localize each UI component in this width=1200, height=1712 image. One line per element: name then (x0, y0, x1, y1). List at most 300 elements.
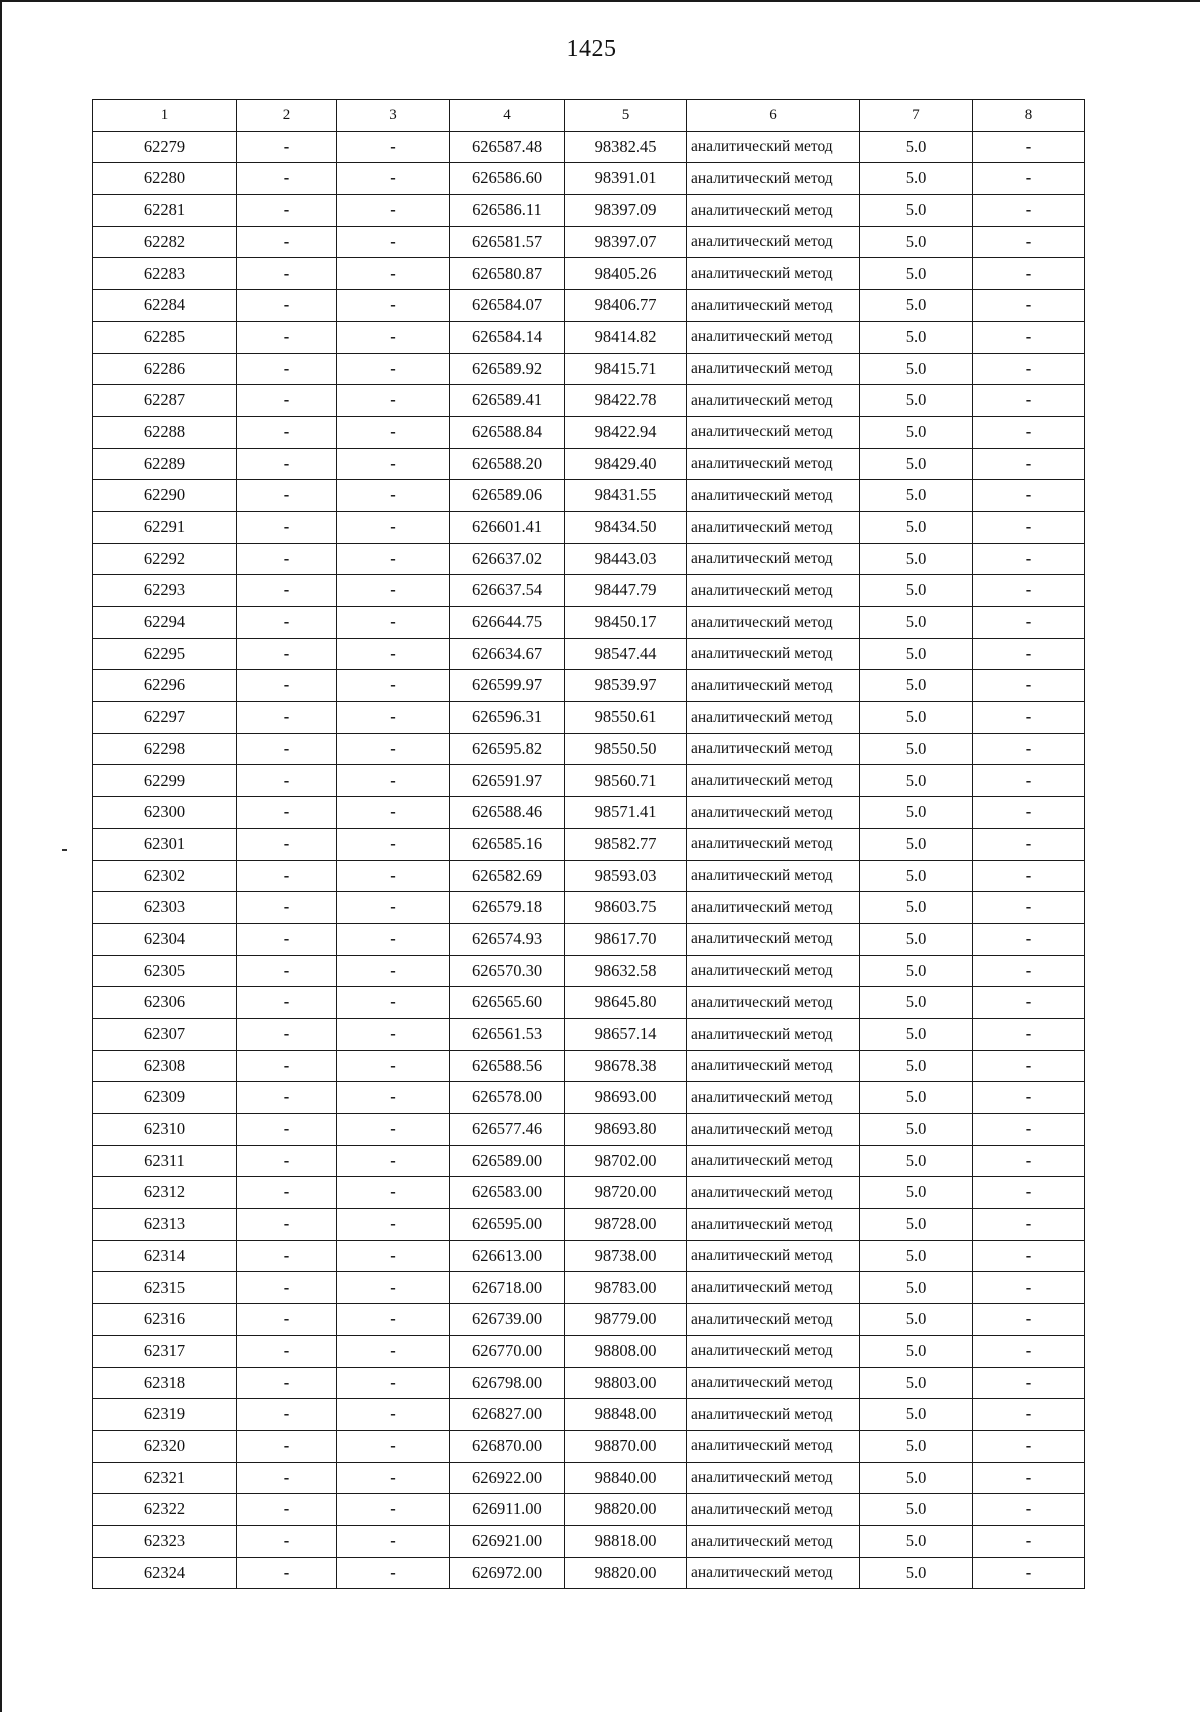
cell-col-2-value: - (237, 860, 337, 892)
cell-col-3-value: - (337, 1145, 450, 1177)
cell-col-2-value: - (237, 1145, 337, 1177)
cell-accuracy: 5.0 (860, 1018, 973, 1050)
header-col-7: 7 (860, 100, 973, 132)
cell-col-3-value: - (337, 892, 450, 924)
cell-x-coordinate: 626718.00 (450, 1272, 565, 1304)
cell-accuracy: 5.0 (860, 1082, 973, 1114)
cell-point-number: 62305 (93, 955, 237, 987)
cell-point-number: 62298 (93, 733, 237, 765)
cell-x-coordinate: 626574.93 (450, 923, 565, 955)
cell-method: аналитический метод (687, 1272, 860, 1304)
cell-col-8-value: - (973, 290, 1085, 322)
cell-col-2-value: - (237, 290, 337, 322)
cell-col-8-value: - (973, 575, 1085, 607)
cell-point-number: 62308 (93, 1050, 237, 1082)
cell-method: аналитический метод (687, 416, 860, 448)
cell-col-3-value: - (337, 385, 450, 417)
cell-col-8-value: - (973, 353, 1085, 385)
coordinates-table (92, 99, 1085, 1589)
cell-col-3-value: - (337, 797, 450, 829)
cell-method: аналитический метод (687, 321, 860, 353)
cell-col-8-value: - (973, 1399, 1085, 1431)
table-row (93, 923, 1085, 955)
table-row (93, 987, 1085, 1019)
cell-method: аналитический метод (687, 1367, 860, 1399)
cell-x-coordinate: 626644.75 (450, 607, 565, 639)
cell-col-3-value: - (337, 1177, 450, 1209)
cell-col-8-value: - (973, 828, 1085, 860)
table-row (93, 353, 1085, 385)
cell-point-number: 62281 (93, 195, 237, 227)
cell-point-number: 62289 (93, 448, 237, 480)
cell-col-3-value: - (337, 987, 450, 1019)
cell-col-8-value: - (973, 1272, 1085, 1304)
cell-x-coordinate: 626570.30 (450, 955, 565, 987)
cell-x-coordinate: 626579.18 (450, 892, 565, 924)
cell-y-coordinate: 98406.77 (565, 290, 687, 322)
cell-point-number: 62316 (93, 1304, 237, 1336)
table-row (93, 797, 1085, 829)
cell-col-2-value: - (237, 448, 337, 480)
table-header (93, 100, 1085, 132)
cell-y-coordinate: 98693.80 (565, 1114, 687, 1146)
cell-y-coordinate: 98870.00 (565, 1430, 687, 1462)
cell-col-8-value: - (973, 765, 1085, 797)
cell-accuracy: 5.0 (860, 797, 973, 829)
cell-x-coordinate: 626585.16 (450, 828, 565, 860)
cell-accuracy: 5.0 (860, 670, 973, 702)
coordinates-table-wrapper (92, 99, 1085, 1589)
header-col-8: 8 (973, 100, 1085, 132)
cell-y-coordinate: 98405.26 (565, 258, 687, 290)
cell-col-2-value: - (237, 226, 337, 258)
cell-accuracy: 5.0 (860, 1050, 973, 1082)
table-row (93, 1272, 1085, 1304)
cell-x-coordinate: 626827.00 (450, 1399, 565, 1431)
cell-col-3-value: - (337, 226, 450, 258)
cell-method: аналитический метод (687, 607, 860, 639)
cell-col-2-value: - (237, 702, 337, 734)
cell-col-2-value: - (237, 828, 337, 860)
header-col-5: 5 (565, 100, 687, 132)
table-row (93, 1525, 1085, 1557)
cell-x-coordinate: 626613.00 (450, 1240, 565, 1272)
cell-method: аналитический метод (687, 290, 860, 322)
cell-col-8-value: - (973, 448, 1085, 480)
cell-col-2-value: - (237, 1525, 337, 1557)
table-row (93, 1304, 1085, 1336)
cell-col-8-value: - (973, 987, 1085, 1019)
cell-col-2-value: - (237, 670, 337, 702)
cell-col-2-value: - (237, 258, 337, 290)
table-row (93, 575, 1085, 607)
cell-method: аналитический метод (687, 448, 860, 480)
cell-x-coordinate: 626634.67 (450, 638, 565, 670)
cell-point-number: 62292 (93, 543, 237, 575)
cell-point-number: 62304 (93, 923, 237, 955)
cell-y-coordinate: 98779.00 (565, 1304, 687, 1336)
cell-col-2-value: - (237, 575, 337, 607)
cell-method: аналитический метод (687, 353, 860, 385)
cell-col-3-value: - (337, 1557, 450, 1589)
cell-accuracy: 5.0 (860, 702, 973, 734)
cell-point-number: 62286 (93, 353, 237, 385)
table-row (93, 1050, 1085, 1082)
header-row (93, 100, 1085, 132)
cell-col-2-value: - (237, 1335, 337, 1367)
cell-point-number: 62324 (93, 1557, 237, 1589)
cell-method: аналитический метод (687, 1557, 860, 1589)
cell-col-8-value: - (973, 1018, 1085, 1050)
cell-y-coordinate: 98391.01 (565, 163, 687, 195)
cell-col-3-value: - (337, 195, 450, 227)
cell-col-2-value: - (237, 955, 337, 987)
cell-y-coordinate: 98447.79 (565, 575, 687, 607)
table-row (93, 670, 1085, 702)
cell-x-coordinate: 626586.11 (450, 195, 565, 227)
table-row (93, 1494, 1085, 1526)
cell-method: аналитический метод (687, 385, 860, 417)
cell-point-number: 62322 (93, 1494, 237, 1526)
cell-point-number: 62280 (93, 163, 237, 195)
cell-method: аналитический метод (687, 1399, 860, 1431)
cell-y-coordinate: 98593.03 (565, 860, 687, 892)
cell-accuracy: 5.0 (860, 385, 973, 417)
cell-accuracy: 5.0 (860, 258, 973, 290)
cell-accuracy: 5.0 (860, 290, 973, 322)
cell-col-8-value: - (973, 923, 1085, 955)
table-row (93, 638, 1085, 670)
table-row (93, 1082, 1085, 1114)
cell-x-coordinate: 626581.57 (450, 226, 565, 258)
cell-col-2-value: - (237, 1272, 337, 1304)
cell-col-3-value: - (337, 1114, 450, 1146)
cell-accuracy: 5.0 (860, 163, 973, 195)
cell-accuracy: 5.0 (860, 1462, 973, 1494)
cell-col-2-value: - (237, 733, 337, 765)
cell-col-2-value: - (237, 1082, 337, 1114)
cell-col-8-value: - (973, 1367, 1085, 1399)
cell-x-coordinate: 626595.00 (450, 1209, 565, 1241)
cell-accuracy: 5.0 (860, 765, 973, 797)
cell-y-coordinate: 98397.07 (565, 226, 687, 258)
cell-point-number: 62284 (93, 290, 237, 322)
cell-col-2-value: - (237, 638, 337, 670)
table-row (93, 1018, 1085, 1050)
cell-x-coordinate: 626589.06 (450, 480, 565, 512)
cell-point-number: 62310 (93, 1114, 237, 1146)
table-row (93, 163, 1085, 195)
cell-x-coordinate: 626588.56 (450, 1050, 565, 1082)
cell-y-coordinate: 98539.97 (565, 670, 687, 702)
cell-x-coordinate: 626586.60 (450, 163, 565, 195)
cell-col-2-value: - (237, 385, 337, 417)
cell-col-8-value: - (973, 1525, 1085, 1557)
cell-x-coordinate: 626588.46 (450, 797, 565, 829)
cell-x-coordinate: 626599.97 (450, 670, 565, 702)
cell-col-3-value: - (337, 258, 450, 290)
cell-point-number: 62288 (93, 416, 237, 448)
cell-method: аналитический метод (687, 1082, 860, 1114)
cell-x-coordinate: 626588.84 (450, 416, 565, 448)
cell-method: аналитический метод (687, 702, 860, 734)
cell-accuracy: 5.0 (860, 1335, 973, 1367)
cell-method: аналитический метод (687, 1240, 860, 1272)
cell-col-3-value: - (337, 353, 450, 385)
cell-col-2-value: - (237, 195, 337, 227)
cell-y-coordinate: 98450.17 (565, 607, 687, 639)
cell-y-coordinate: 98738.00 (565, 1240, 687, 1272)
cell-accuracy: 5.0 (860, 1209, 973, 1241)
cell-y-coordinate: 98431.55 (565, 480, 687, 512)
cell-method: аналитический метод (687, 733, 860, 765)
header-col-6: 6 (687, 100, 860, 132)
cell-col-2-value: - (237, 1557, 337, 1589)
cell-accuracy: 5.0 (860, 1145, 973, 1177)
cell-x-coordinate: 626584.07 (450, 290, 565, 322)
cell-point-number: 62320 (93, 1430, 237, 1462)
cell-x-coordinate: 626596.31 (450, 702, 565, 734)
cell-col-3-value: - (337, 860, 450, 892)
cell-accuracy: 5.0 (860, 1367, 973, 1399)
cell-x-coordinate: 626588.20 (450, 448, 565, 480)
cell-col-3-value: - (337, 163, 450, 195)
cell-accuracy: 5.0 (860, 226, 973, 258)
cell-method: аналитический метод (687, 1209, 860, 1241)
cell-point-number: 62279 (93, 131, 237, 163)
cell-method: аналитический метод (687, 1430, 860, 1462)
cell-col-2-value: - (237, 1018, 337, 1050)
cell-y-coordinate: 98632.58 (565, 955, 687, 987)
cell-col-2-value: - (237, 163, 337, 195)
cell-col-8-value: - (973, 638, 1085, 670)
cell-method: аналитический метод (687, 1050, 860, 1082)
cell-col-8-value: - (973, 511, 1085, 543)
cell-col-2-value: - (237, 543, 337, 575)
cell-x-coordinate: 626595.82 (450, 733, 565, 765)
header-col-4: 4 (450, 100, 565, 132)
cell-x-coordinate: 626798.00 (450, 1367, 565, 1399)
cell-y-coordinate: 98560.71 (565, 765, 687, 797)
cell-y-coordinate: 98414.82 (565, 321, 687, 353)
cell-col-3-value: - (337, 1209, 450, 1241)
cell-accuracy: 5.0 (860, 828, 973, 860)
cell-col-3-value: - (337, 1462, 450, 1494)
cell-col-2-value: - (237, 607, 337, 639)
cell-point-number: 62297 (93, 702, 237, 734)
cell-col-3-value: - (337, 638, 450, 670)
cell-point-number: 62296 (93, 670, 237, 702)
table-row (93, 258, 1085, 290)
cell-col-8-value: - (973, 1209, 1085, 1241)
cell-accuracy: 5.0 (860, 543, 973, 575)
cell-accuracy: 5.0 (860, 480, 973, 512)
table-row (93, 860, 1085, 892)
cell-point-number: 62285 (93, 321, 237, 353)
cell-col-2-value: - (237, 1240, 337, 1272)
cell-point-number: 62287 (93, 385, 237, 417)
table-row (93, 480, 1085, 512)
cell-col-8-value: - (973, 480, 1085, 512)
cell-y-coordinate: 98820.00 (565, 1494, 687, 1526)
cell-x-coordinate: 626637.02 (450, 543, 565, 575)
cell-x-coordinate: 626921.00 (450, 1525, 565, 1557)
cell-col-8-value: - (973, 1430, 1085, 1462)
cell-col-2-value: - (237, 797, 337, 829)
cell-y-coordinate: 98803.00 (565, 1367, 687, 1399)
cell-accuracy: 5.0 (860, 448, 973, 480)
cell-point-number: 62315 (93, 1272, 237, 1304)
table-row (93, 1240, 1085, 1272)
cell-accuracy: 5.0 (860, 1430, 973, 1462)
cell-col-3-value: - (337, 765, 450, 797)
cell-col-8-value: - (973, 258, 1085, 290)
cell-col-3-value: - (337, 416, 450, 448)
cell-point-number: 62294 (93, 607, 237, 639)
cell-method: аналитический метод (687, 1462, 860, 1494)
cell-col-3-value: - (337, 1367, 450, 1399)
cell-y-coordinate: 98603.75 (565, 892, 687, 924)
cell-point-number: 62317 (93, 1335, 237, 1367)
cell-col-3-value: - (337, 511, 450, 543)
cell-point-number: 62323 (93, 1525, 237, 1557)
cell-col-3-value: - (337, 702, 450, 734)
cell-y-coordinate: 98728.00 (565, 1209, 687, 1241)
cell-x-coordinate: 626637.54 (450, 575, 565, 607)
cell-col-2-value: - (237, 1209, 337, 1241)
cell-accuracy: 5.0 (860, 1240, 973, 1272)
cell-col-2-value: - (237, 1399, 337, 1431)
cell-col-3-value: - (337, 1272, 450, 1304)
cell-y-coordinate: 98720.00 (565, 1177, 687, 1209)
table-row (93, 1335, 1085, 1367)
cell-y-coordinate: 98783.00 (565, 1272, 687, 1304)
cell-method: аналитический метод (687, 1114, 860, 1146)
cell-method: аналитический метод (687, 923, 860, 955)
cell-col-2-value: - (237, 892, 337, 924)
cell-col-3-value: - (337, 607, 450, 639)
table-body (93, 131, 1085, 1589)
cell-y-coordinate: 98582.77 (565, 828, 687, 860)
cell-x-coordinate: 626922.00 (450, 1462, 565, 1494)
cell-col-3-value: - (337, 448, 450, 480)
cell-col-8-value: - (973, 1114, 1085, 1146)
cell-method: аналитический метод (687, 480, 860, 512)
cell-point-number: 62293 (93, 575, 237, 607)
cell-col-8-value: - (973, 1494, 1085, 1526)
cell-y-coordinate: 98422.78 (565, 385, 687, 417)
stray-mark (62, 849, 67, 851)
cell-x-coordinate: 626589.41 (450, 385, 565, 417)
scan-edge-left (0, 0, 2, 1712)
cell-method: аналитический метод (687, 1335, 860, 1367)
cell-accuracy: 5.0 (860, 1272, 973, 1304)
cell-x-coordinate: 626589.00 (450, 1145, 565, 1177)
cell-method: аналитический метод (687, 511, 860, 543)
cell-accuracy: 5.0 (860, 353, 973, 385)
cell-method: аналитический метод (687, 131, 860, 163)
cell-col-3-value: - (337, 670, 450, 702)
cell-col-3-value: - (337, 1304, 450, 1336)
cell-col-3-value: - (337, 1018, 450, 1050)
cell-col-2-value: - (237, 480, 337, 512)
cell-method: аналитический метод (687, 575, 860, 607)
cell-accuracy: 5.0 (860, 892, 973, 924)
cell-y-coordinate: 98429.40 (565, 448, 687, 480)
cell-col-2-value: - (237, 923, 337, 955)
cell-point-number: 62318 (93, 1367, 237, 1399)
cell-point-number: 62311 (93, 1145, 237, 1177)
cell-col-8-value: - (973, 892, 1085, 924)
cell-y-coordinate: 98693.00 (565, 1082, 687, 1114)
cell-col-3-value: - (337, 1335, 450, 1367)
header-col-1: 1 (93, 100, 237, 132)
cell-col-3-value: - (337, 1399, 450, 1431)
cell-col-2-value: - (237, 416, 337, 448)
cell-col-8-value: - (973, 1240, 1085, 1272)
cell-method: аналитический метод (687, 987, 860, 1019)
cell-y-coordinate: 98550.50 (565, 733, 687, 765)
cell-x-coordinate: 626870.00 (450, 1430, 565, 1462)
header-col-3: 3 (337, 100, 450, 132)
cell-x-coordinate: 626583.00 (450, 1177, 565, 1209)
cell-col-8-value: - (973, 1557, 1085, 1589)
header-col-2: 2 (237, 100, 337, 132)
cell-col-2-value: - (237, 131, 337, 163)
cell-point-number: 62321 (93, 1462, 237, 1494)
cell-x-coordinate: 626911.00 (450, 1494, 565, 1526)
cell-accuracy: 5.0 (860, 923, 973, 955)
cell-accuracy: 5.0 (860, 131, 973, 163)
cell-x-coordinate: 626591.97 (450, 765, 565, 797)
cell-col-8-value: - (973, 226, 1085, 258)
cell-accuracy: 5.0 (860, 195, 973, 227)
cell-col-3-value: - (337, 1430, 450, 1462)
cell-col-3-value: - (337, 321, 450, 353)
cell-accuracy: 5.0 (860, 321, 973, 353)
table-row (93, 828, 1085, 860)
cell-y-coordinate: 98818.00 (565, 1525, 687, 1557)
cell-method: аналитический метод (687, 1525, 860, 1557)
cell-method: аналитический метод (687, 543, 860, 575)
table-row (93, 543, 1085, 575)
cell-accuracy: 5.0 (860, 1114, 973, 1146)
cell-method: аналитический метод (687, 670, 860, 702)
cell-col-3-value: - (337, 575, 450, 607)
cell-y-coordinate: 98434.50 (565, 511, 687, 543)
cell-col-2-value: - (237, 1462, 337, 1494)
cell-point-number: 62299 (93, 765, 237, 797)
cell-col-2-value: - (237, 321, 337, 353)
cell-point-number: 62314 (93, 1240, 237, 1272)
cell-col-8-value: - (973, 1177, 1085, 1209)
cell-accuracy: 5.0 (860, 1525, 973, 1557)
table-row (93, 1209, 1085, 1241)
cell-col-2-value: - (237, 1304, 337, 1336)
cell-accuracy: 5.0 (860, 607, 973, 639)
cell-point-number: 62295 (93, 638, 237, 670)
cell-col-8-value: - (973, 1050, 1085, 1082)
cell-col-3-value: - (337, 1525, 450, 1557)
cell-col-3-value: - (337, 480, 450, 512)
cell-point-number: 62300 (93, 797, 237, 829)
cell-x-coordinate: 626601.41 (450, 511, 565, 543)
cell-col-3-value: - (337, 733, 450, 765)
cell-point-number: 62291 (93, 511, 237, 543)
cell-col-8-value: - (973, 321, 1085, 353)
table-row (93, 1430, 1085, 1462)
cell-col-3-value: - (337, 543, 450, 575)
